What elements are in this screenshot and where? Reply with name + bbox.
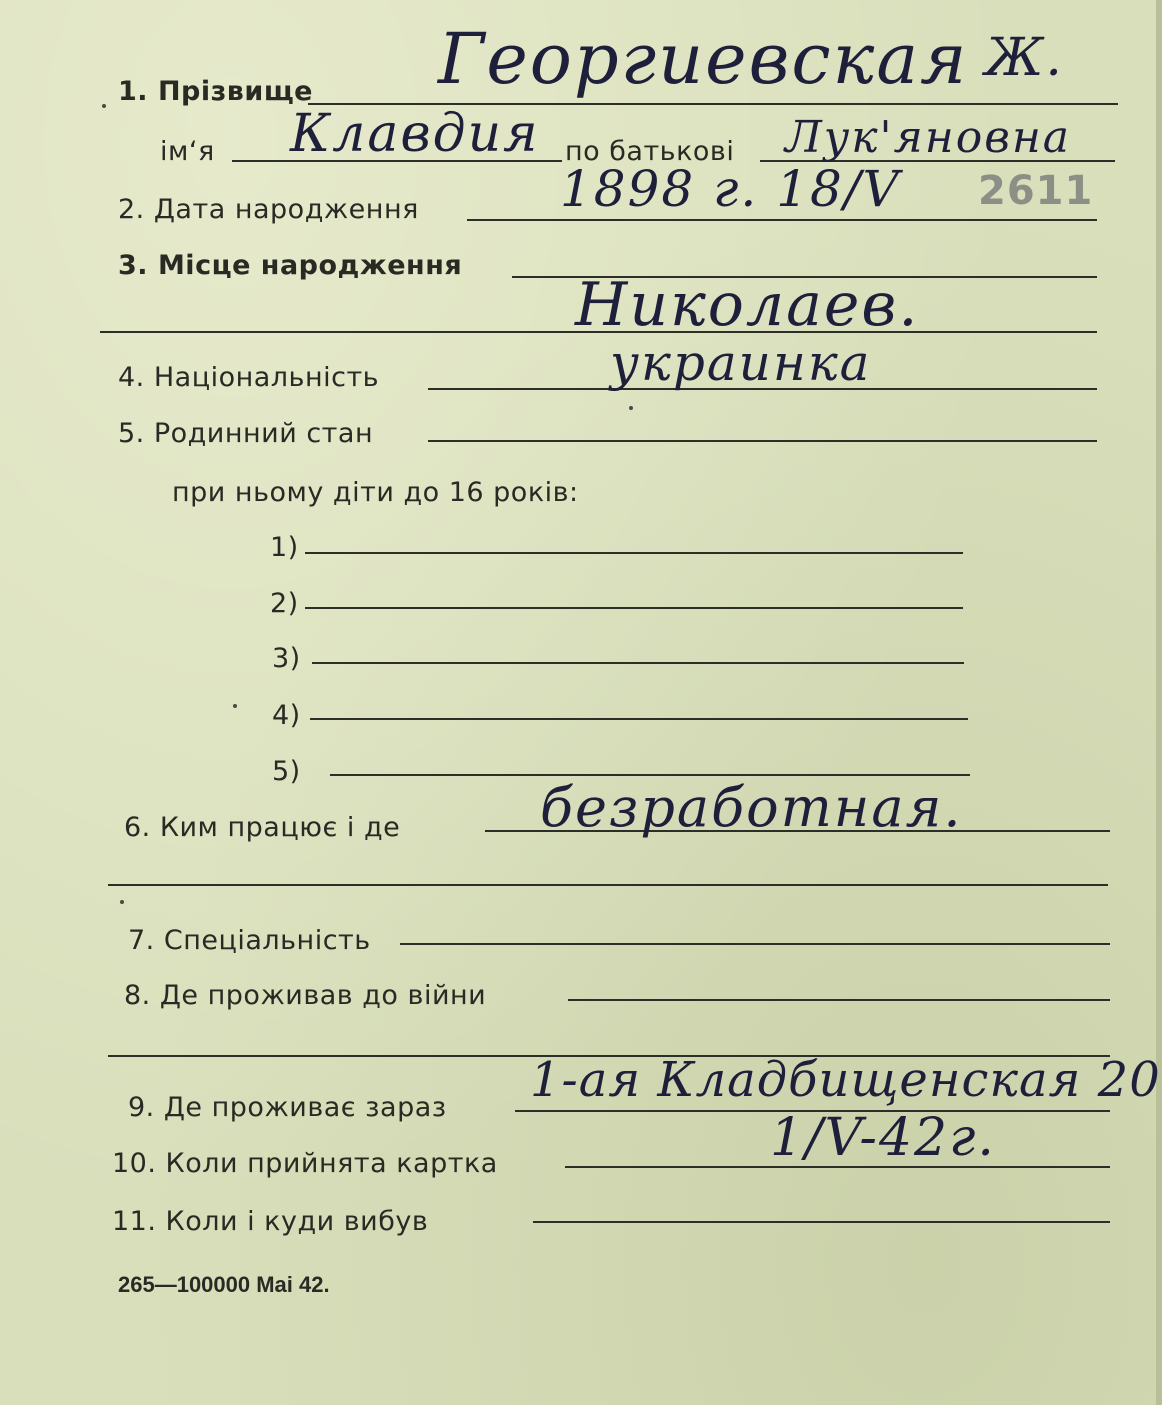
archive-stamp: 2611 xyxy=(978,168,1094,214)
paper-speck xyxy=(233,704,237,708)
first-name-value: Клавдия xyxy=(290,104,540,164)
child-1-line xyxy=(305,552,963,554)
paper-speck xyxy=(120,900,124,904)
prewar-residence-line xyxy=(568,999,1110,1001)
departure-label: 11. Коли і куди вибув xyxy=(112,1206,429,1237)
child-3-label: 3) xyxy=(272,643,301,674)
birth-place-value: Николаев. xyxy=(575,270,920,340)
prewar-residence-label: 8. Де проживав до війни xyxy=(124,980,487,1011)
marital-status-line xyxy=(428,440,1097,442)
birth-date-label: 2. Дата народження xyxy=(118,194,419,225)
first-name-label: ім‘я xyxy=(160,136,215,167)
occupation-value: безработная. xyxy=(540,776,963,839)
children-label: при ньому діти до 16 років: xyxy=(172,477,579,508)
child-4-label: 4) xyxy=(272,700,301,731)
paper-speck xyxy=(102,104,106,108)
nationality-value: украинка xyxy=(610,334,872,392)
specialty-label: 7. Спеціальність xyxy=(128,925,371,956)
card-accepted-value: 1/V-42г. xyxy=(770,1108,996,1168)
birth-place-label: 3. Місце народження xyxy=(118,250,463,281)
paper-speck xyxy=(629,406,633,410)
birth-date-line xyxy=(467,219,1097,221)
departure-line xyxy=(533,1221,1110,1223)
nationality-label: 4. Національність xyxy=(118,362,380,393)
child-5-label: 5) xyxy=(272,756,301,787)
specialty-line xyxy=(400,943,1110,945)
occupation-label: 6. Ким працює і де xyxy=(124,812,401,843)
current-residence-label: 9. Де проживає зараз xyxy=(128,1092,447,1123)
print-run-mark: 265—100000 Mai 42. xyxy=(118,1272,330,1297)
occupation-line-2 xyxy=(108,884,1108,886)
marital-status-label: 5. Родинний стан xyxy=(118,418,374,449)
surname-mark: Ж. xyxy=(985,28,1064,88)
child-2-label: 2) xyxy=(270,588,299,619)
surname-value: Георгиевская xyxy=(438,18,969,100)
patronymic-label: по батькові xyxy=(565,136,735,167)
card-accepted-label: 10. Коли прийнята картка xyxy=(112,1148,498,1179)
patronymic-value: Лук'яновна xyxy=(785,112,1072,163)
child-4-line xyxy=(310,718,968,720)
surname-label: 1. Прізвище xyxy=(118,76,313,107)
birth-date-value: 1898 г. 18/V xyxy=(560,160,901,218)
child-2-line xyxy=(305,607,963,609)
child-3-line xyxy=(312,662,964,664)
child-1-label: 1) xyxy=(270,532,299,563)
current-residence-value: 1-ая Кладбищенская 20 xyxy=(530,1052,1161,1108)
